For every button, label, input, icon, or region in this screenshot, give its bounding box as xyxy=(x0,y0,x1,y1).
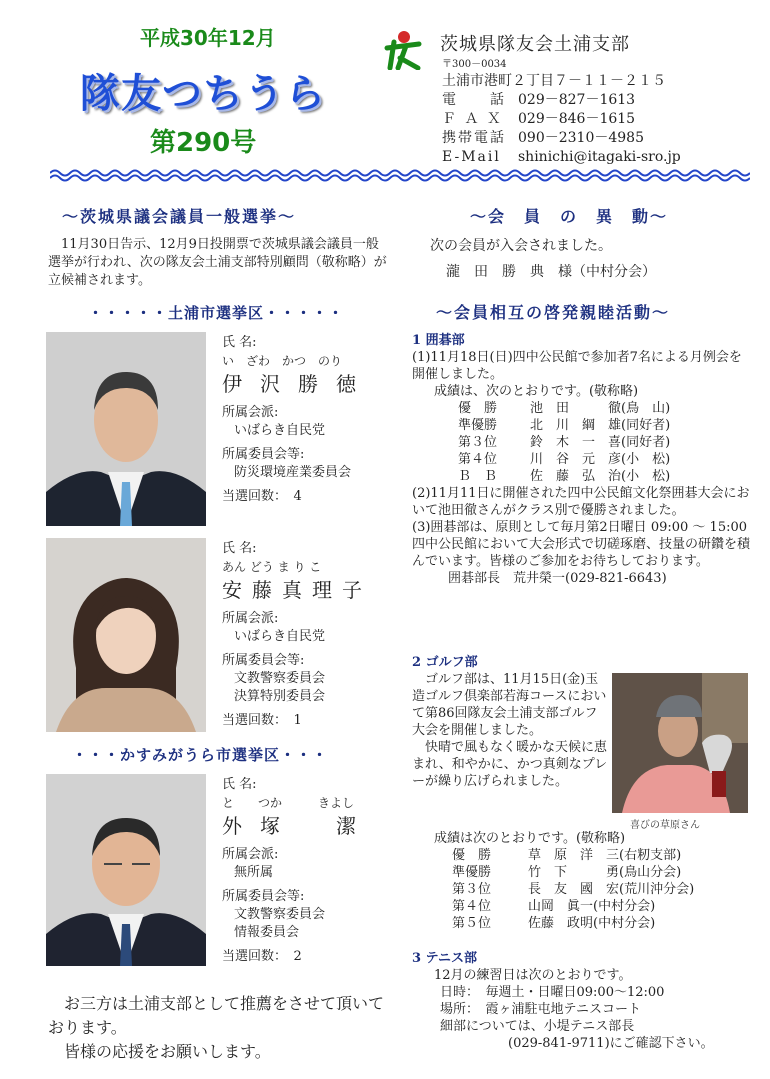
tennis-contact: 細部については、小堤テニス部長 xyxy=(440,1019,635,1034)
rank: 第５位 xyxy=(452,916,492,931)
candidate-photo-tozuka xyxy=(46,774,206,966)
district-tsuchiura-heading: ・・・・・土浦市選挙区・・・・・ xyxy=(88,304,345,322)
go-leader: 囲碁部長 荒井榮一(029-821-6643) xyxy=(448,571,667,586)
candidate-kana: と つか きよし xyxy=(222,796,355,810)
candidate-name: 安藤真理子 xyxy=(222,578,372,602)
fax-label: Ｆ Ａ Ｘ xyxy=(442,111,503,127)
table-row xyxy=(452,915,694,932)
election-heading: ～茨城県議会議員一般選挙～ xyxy=(62,207,297,226)
activities-heading: ～会員相互の啓発親睦活動～ xyxy=(436,303,671,322)
committee-value: 防災環境産業委員会 xyxy=(234,465,352,480)
winner: 佐藤 政明(中村分会) xyxy=(528,916,656,931)
table-row xyxy=(458,400,670,417)
winner: 竹 下 勇(鳥山分会) xyxy=(528,865,682,880)
newsletter-title: 隊友つちうら xyxy=(80,71,326,117)
organization-name: 茨城県隊友会土浦支部 xyxy=(440,34,630,55)
winner: 川 谷 元 彦(小 松) xyxy=(530,452,671,467)
address: 土浦市港町２丁目７－１１－２１５ xyxy=(442,73,666,89)
golf-p2: 快晴で風もなく暖かな天候に恵まれ、和やかに、かつ真剣なプレーが繰り広げられました。 xyxy=(412,740,608,789)
tennis-club-section xyxy=(412,950,752,1052)
candidate-kana: あん どう ま り こ xyxy=(222,560,322,574)
go-club-title: 1 囲碁部 xyxy=(412,333,465,348)
contact-block xyxy=(442,58,681,167)
winner: 草 原 洋 三(右籾支部) xyxy=(528,848,682,863)
rank: 第３位 xyxy=(458,435,498,450)
name-label: 氏 名: xyxy=(222,541,257,556)
rank: 第４位 xyxy=(458,452,498,467)
name-label: 氏 名: xyxy=(222,335,257,350)
committee-value: 決算特別委員会 xyxy=(234,689,326,704)
fax-number: 029－846－1615 xyxy=(518,111,636,127)
golf-club-section xyxy=(412,654,608,790)
faction-label: 所属会派: xyxy=(222,405,279,420)
closing-message: お三方は土浦支部として推薦をさせて頂いております。 皆様の応援をお願いします。 xyxy=(48,994,385,1061)
rank: 第３位 xyxy=(452,882,492,897)
issue-number: 第290号 xyxy=(150,128,257,158)
table-row xyxy=(452,881,694,898)
go-p2: (2)11月11日に開催された四中公民館文化祭囲碁大会において池田徹さんがクラス別で優勝されました。 xyxy=(412,486,750,518)
table-row xyxy=(458,417,670,434)
committee-value: 文教警察委員会 xyxy=(234,907,326,922)
terms-count: 当選回数： 1 xyxy=(222,713,302,728)
members-heading: ～会 員 の 異 動～ xyxy=(470,207,669,226)
golf-club-title: 2 ゴルフ部 xyxy=(412,655,478,670)
zip-code: 〒300－0034 xyxy=(442,59,507,70)
table-row xyxy=(452,898,694,915)
faction-label: 所属会派: xyxy=(222,847,279,862)
go-results-table xyxy=(458,400,670,485)
new-member: 瀧 田 勝 典 様（中村分会） xyxy=(446,264,656,280)
mobile-label: 携帯電話 xyxy=(442,130,506,146)
candidate-kana: い ざわ かつ のり xyxy=(222,354,343,368)
winner: 佐 藤 弘 治(小 松) xyxy=(530,469,671,484)
go-p3: (3)囲碁部は、原則として毎月第2日曜日 09:00 ～ 15:00 四中公民館において大会形式で切磋琢磨、技量の研鑽を積んでいます。皆様のご参加をお待ちしております。 xyxy=(412,520,751,569)
faction-label: 所属会派: xyxy=(222,611,279,626)
winner: 山岡 眞一(中村分会) xyxy=(528,899,656,914)
winner: 長 友 國 宏(荒川沖分会) xyxy=(528,882,695,897)
faction-value: 無所属 xyxy=(234,865,274,880)
rank: 第４位 xyxy=(452,899,492,914)
tel-label: 電 話 xyxy=(442,92,506,108)
golf-photo-caption: 喜びの草原さん xyxy=(630,820,700,831)
committee-value: 情報委員会 xyxy=(234,925,300,940)
candidate-ando xyxy=(222,540,392,730)
tel-number: 029－827－1613 xyxy=(518,92,636,108)
email-address: shinichi@itagaki-sro.jp xyxy=(518,149,681,165)
members-notice: 次の会員が入会されました。 xyxy=(430,238,612,254)
committee-value: 文教警察委員会 xyxy=(234,671,326,686)
golf-p1: ゴルフ部は、11月15日(金)玉造ゴルフ倶楽部若海コースにおいて第86回隊友会土浦支部ゴルフ大会を開催しました。 xyxy=(412,672,607,738)
election-intro: 11月30日告示、12月9日投開票で茨城県議会議員一般選挙が行われ、次の隊友会土浦支部特別顧問（敬称略）が立候補されます。 xyxy=(48,237,387,288)
tennis-club-title: 3 テニス部 xyxy=(412,951,478,966)
golf-results-table xyxy=(452,847,694,932)
tennis-where: 場所： 霞ヶ浦駐屯地テニスコート xyxy=(440,1002,641,1017)
mobile-number: 090－2310－4985 xyxy=(518,130,644,146)
email-label: E-Mail xyxy=(442,149,501,165)
table-row xyxy=(452,847,694,864)
tennis-p1: 12月の練習日は次のとおりです。 xyxy=(434,968,632,983)
faction-value: いばらき自民党 xyxy=(234,423,326,438)
committee-label: 所属委員会等: xyxy=(222,653,305,668)
rank: 優 勝 xyxy=(458,401,498,416)
taiyukai-logo-icon xyxy=(384,28,422,70)
winner: 池 田 徹(鳥 山) xyxy=(530,401,671,416)
table-row xyxy=(452,864,694,881)
name-label: 氏 名: xyxy=(222,777,257,792)
rank: Ｂ Ｂ xyxy=(458,469,498,484)
candidate-name: 外塚 潔 xyxy=(222,814,374,838)
candidate-photo-izawa xyxy=(46,332,206,526)
go-club-section xyxy=(412,332,752,587)
terms-count: 当選回数： 2 xyxy=(222,949,302,964)
faction-value: いばらき自民党 xyxy=(234,629,326,644)
winner: 北 川 綱 雄(同好者) xyxy=(530,418,671,433)
terms-count: 当選回数： 4 xyxy=(222,489,302,504)
candidate-photo-ando xyxy=(46,538,206,732)
golf-results-block xyxy=(412,830,752,932)
wavy-divider xyxy=(50,168,750,182)
table-row xyxy=(458,468,670,485)
district-kasumigaura-heading: ・・・かすみがうら市選挙区・・・ xyxy=(72,746,329,764)
candidate-name: 伊沢勝徳 xyxy=(222,372,374,396)
golf-winner-photo xyxy=(612,673,748,813)
candidate-tozuka xyxy=(222,776,392,966)
table-row xyxy=(458,451,670,468)
committee-label: 所属委員会等: xyxy=(222,889,305,904)
tennis-when: 日時： 毎週土・日曜日09:00～12:00 xyxy=(440,985,665,1000)
issue-date: 平成30年12月 xyxy=(140,26,276,50)
go-p1: (1)11月18日(日)四中公民館で参加者7名による月例会を開催しました。 xyxy=(412,350,742,382)
golf-p3: 成績は次のとおりです。(敬称略) xyxy=(434,831,626,846)
rank: 準優勝 xyxy=(458,418,498,433)
winner: 鈴 木 一 喜(同好者) xyxy=(530,435,671,450)
rank: 優 勝 xyxy=(452,848,492,863)
go-p1b: 成績は、次のとおりです。(敬称略) xyxy=(434,384,639,399)
candidate-izawa xyxy=(222,334,392,506)
tennis-phone: (029-841-9711)にご確認下さい。 xyxy=(508,1036,714,1051)
table-row xyxy=(458,434,670,451)
rank: 準優勝 xyxy=(452,865,492,880)
committee-label: 所属委員会等: xyxy=(222,447,305,462)
